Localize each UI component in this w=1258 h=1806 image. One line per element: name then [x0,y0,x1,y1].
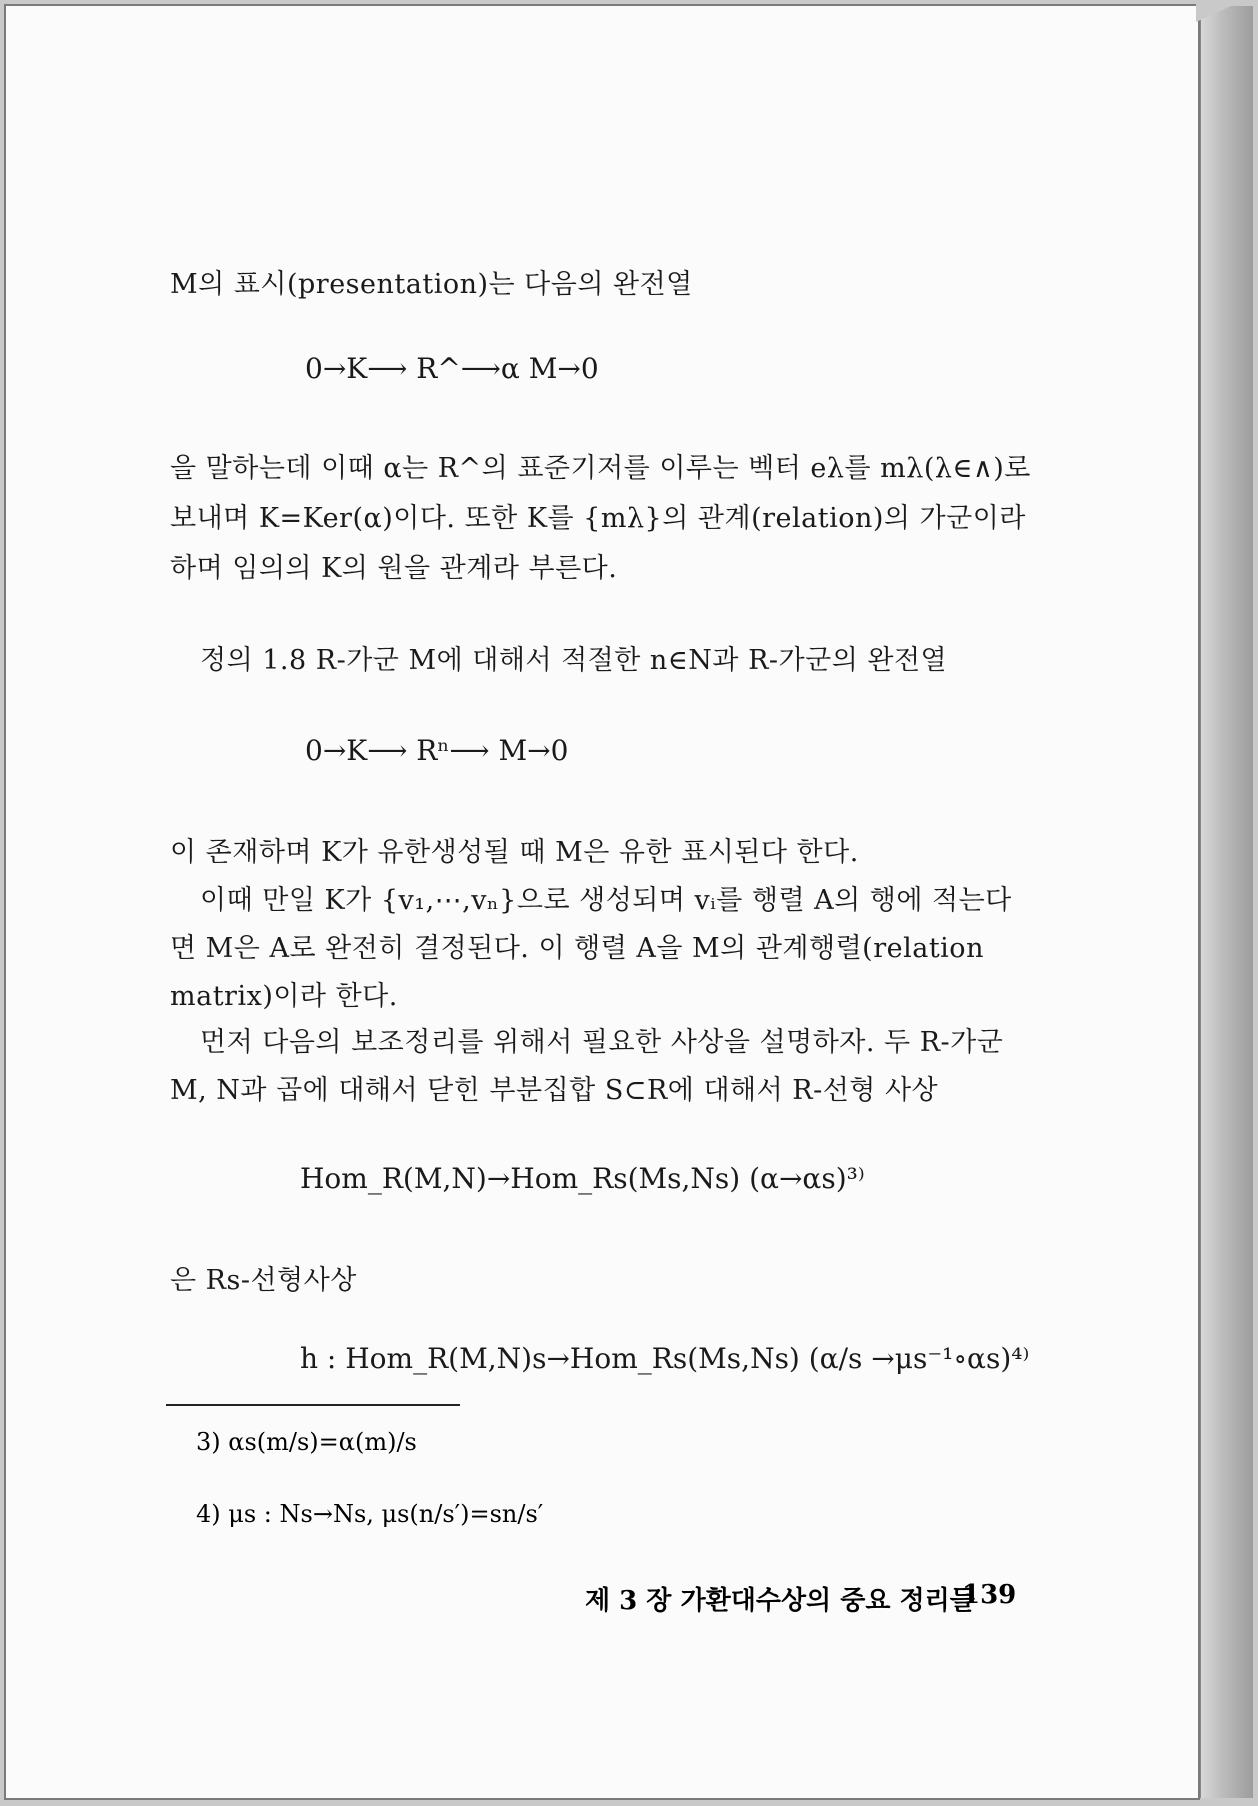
page-number: 139 [962,1580,1017,1610]
equation-3: Hom_R(M,N)→Hom_Rs(Ms,Ns) (α→αs)³⁾ [300,1162,865,1195]
page-edge-fold [1196,0,1244,22]
paragraph-line: 이때 만일 K가 {v₁,⋯,vₙ}으로 생성되며 vᵢ를 행렬 A의 행에 적는다 [200,885,1012,916]
paragraph-line: M, N과 곱에 대해서 닫힌 부분집합 S⊂R에 대해서 R-선형 사상 [170,1075,939,1106]
paragraph-line: 을 말하는데 이때 α는 R^의 표준기저를 이루는 벡터 eλ를 mλ(λ∈∧)로 [170,453,1031,484]
footnote-3: 3) αs(m/s)=α(m)/s [196,1428,417,1456]
paragraph-line: matrix)이라 한다. [170,981,398,1012]
definition-heading: 정의 1.8 R-가군 M에 대해서 적절한 n∈N과 R-가군의 완전열 [200,645,948,676]
paragraph-line: 면 M은 A로 완전히 결정된다. 이 행렬 A을 M의 관계행렬(relation [170,933,984,964]
paragraph-line: 하며 임의의 K의 원을 관계라 부른다. [170,553,618,584]
footnote-rule [166,1404,460,1406]
equation-1: 0→K⟶ R^⟶α M→0 [305,352,599,385]
paragraph-line: 이 존재하며 K가 유한생성될 때 M은 유한 표시된다 한다. [170,837,859,868]
paragraph-line: 은 Rs-선형사상 [170,1265,357,1296]
equation-2: 0→K⟶ Rⁿ⟶ M→0 [305,734,569,767]
paragraph-line: 먼저 다음의 보조정리를 위해서 필요한 사상을 설명하자. 두 R-가군 [200,1027,1004,1058]
chapter-footer: 제 3 장 가환대수상의 중요 정리들 [585,1586,975,1616]
paragraph-line: 보내며 K=Ker(α)이다. 또한 K를 {mλ}의 관계(relation)의 가군이라 [170,503,1026,534]
page-edge [1200,6,1253,1798]
paragraph-line: M의 표시(presentation)는 다음의 완전열 [170,269,693,300]
footnote-4: 4) μs : Ns→Ns, μs(n/s′)=sn/s′ [196,1500,544,1528]
equation-4: h : Hom_R(M,N)s→Hom_Rs(Ms,Ns) (α/s →μs⁻¹∘αs)⁴⁾ [300,1342,1030,1375]
